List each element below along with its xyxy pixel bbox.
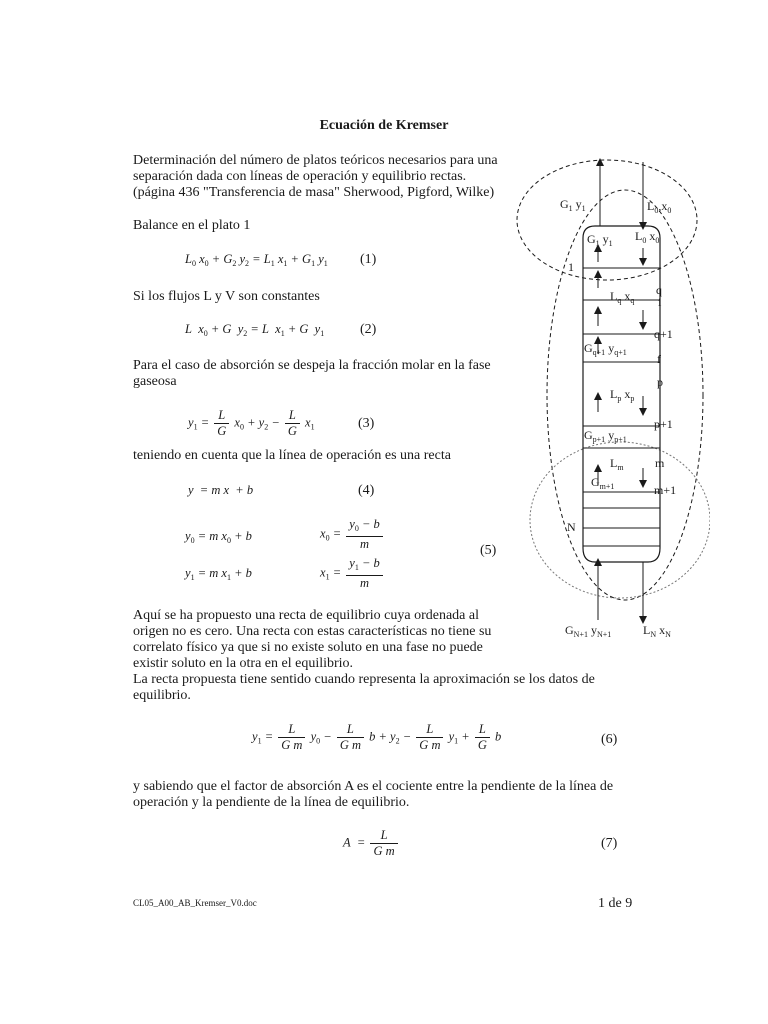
absorption-factor-paragraph — [133, 779, 653, 811]
stage-label: p — [657, 375, 663, 389]
absorption-line: gaseosa — [133, 374, 177, 389]
equilibrium-line: correlato físico ya que si no existe soluto en una fase no puede — [133, 640, 483, 655]
diagram-label: L — [647, 199, 655, 213]
label-gq1: $G_{q+1}$ $y_{q+1}$ — [584, 341, 627, 357]
equation-4: y = m x + b — [188, 483, 254, 497]
label-lqxq: $L_q$ $x_q$ — [610, 289, 635, 305]
page-number: 1 de 9 — [598, 896, 633, 911]
footer-filename: CL05_A00_AB_Kremser_V0.doc — [133, 898, 257, 908]
intro-paragraph — [133, 153, 513, 201]
internal-flow-arrows — [598, 248, 643, 484]
equilibrium-line: Aquí se ha propuesto una recta de equilibrio cuya ordenada al — [133, 608, 479, 623]
label-g1y1: $G_1$ $y_1$ — [587, 232, 613, 248]
equation-number: (2) — [360, 322, 377, 337]
stage-label: m — [655, 456, 665, 470]
label-top-liquid: $L_0,x_0$ — [647, 199, 672, 215]
stage-label: m+1 — [654, 483, 677, 497]
stage-label: p+1 — [654, 417, 673, 431]
label-bottom-liquid: $L_N$ $x_N$ — [643, 623, 671, 639]
stage-label: 1 — [568, 260, 574, 274]
equation-5a: $y_0 = m$ $x_0 + b$ — [185, 529, 252, 545]
absorption-factor-line: y sabiendo que el factor de absorción A es el cociente entre la pendiente de la línea de — [133, 779, 614, 794]
equilibrium-line: equilibrio. — [133, 688, 191, 703]
equation-5d: $x_1$ = $\frac{y_1 - b}{m}$ — [320, 556, 385, 591]
label-l0x0: $L_0$ $x_0$ — [635, 229, 660, 245]
absorption-line: Para el caso de absorción se despeja la fracción molar en la fase — [133, 358, 491, 373]
stage-label: i — [658, 295, 662, 309]
stage-label: q — [656, 283, 662, 297]
stage-label: N — [567, 520, 576, 534]
equation-number: (1) — [360, 252, 377, 267]
label-lpxp: $L_p$ $x_p$ — [610, 387, 635, 403]
equation-6: $y_1$ = $\frac{L}{\text{G m}}$ $y_0$ − $\frac{L}{\text{G m}}$ $b + y_2$ − $\frac{L}{\text{G m}}$ $y_1$ + $\frac{L}{G}$ b — [252, 722, 502, 752]
constant-flows-label: Si los flujos L y V son constantes — [133, 289, 320, 304]
equation-7: A = $\frac{L}{\text{G m}}$ — [343, 828, 400, 859]
operating-line-text: teniendo en cuenta que la línea de operación es una recta — [133, 448, 451, 463]
stage-label: f — [657, 352, 661, 366]
column-plates — [583, 268, 660, 546]
equation-number: (5) — [480, 543, 497, 558]
intro-line: (página 436 "Transferencia de masa" Sherwood, Pigford, Wilke) — [133, 185, 495, 200]
label-bottom-gas: $G_{N+1}$ $y_{N+1}$ — [565, 623, 612, 639]
envelope-top — [517, 160, 697, 280]
equilibrium-line: La recta propuesta tiene sentido cuando representa la aproximación se los datos de — [133, 672, 595, 687]
label-gp1: $G_{p+1}$ $y_{p+1}$ — [584, 428, 627, 444]
balance-label: Balance en el plato 1 — [133, 218, 251, 233]
equation-5b: $x_0$ = $\frac{y_0 - b}{m}$ — [320, 517, 385, 552]
label-lm: $L_m$ — [610, 456, 624, 472]
equation-number: (4) — [358, 483, 375, 498]
page-title: Ecuación de Kremser — [319, 118, 449, 133]
equation-number: (3) — [358, 416, 375, 431]
equation-2: L $x_0 + G$ $y_2 = L$ $x_1 + G$ $y_1$ — [185, 322, 325, 338]
equation-number: (6) — [601, 732, 618, 747]
equilibrium-line: origen no es cero. Una recta con estas características no tiene su — [133, 624, 492, 639]
absorption-column-diagram — [510, 150, 710, 650]
equation-number: (7) — [601, 836, 618, 851]
equation-5c: $y_1 = m$ $x_1 + b$ — [185, 566, 252, 582]
absorption-factor-line: operación y la pendiente de la línea de equilibrio. — [133, 795, 410, 810]
diagram-label: L — [643, 623, 651, 637]
label-top-gas: $G_1$ $y_1$ — [560, 197, 586, 213]
diagram-label: G — [565, 623, 574, 637]
stage-label: q+1 — [654, 327, 673, 341]
diagram-label: G — [560, 197, 569, 211]
equilibrium-line: existir soluto en la otra en el equilibrio. — [133, 656, 354, 671]
intro-line: Determinación del número de platos teóricos necesarios para una — [133, 153, 498, 168]
equation-1: $L_0$ $x_0 + G_2$ $y_2 = L_1$ $x_1 + G_1$ $y_1$ — [185, 252, 328, 268]
equation-3: $y_1$ = $\frac{L}{G}$ $x_0 + y_2$ − $\frac{L}{G}$ $x_1$ — [188, 408, 315, 438]
absorption-paragraph — [133, 358, 513, 390]
intro-line: separación dada con líneas de operación y equilibrio rectas. — [133, 169, 467, 184]
label-gm1: $G_{m+1}$ — [591, 475, 615, 491]
